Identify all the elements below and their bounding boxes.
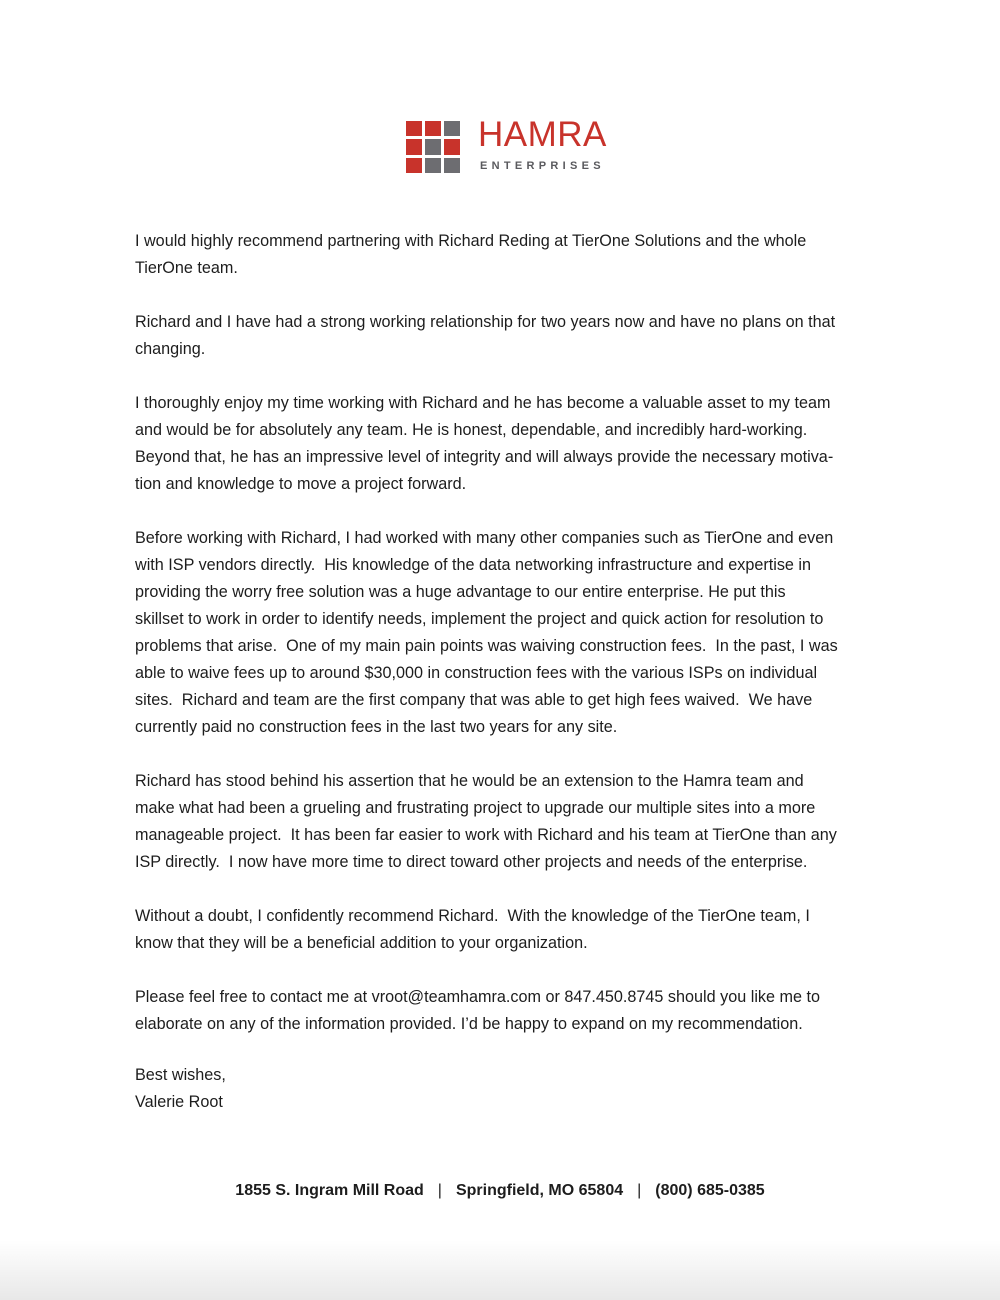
paragraph-line: skillset to work in order to identify needs, implement the project and quick action for resolution to [135,610,824,628]
closing-salutation: Best wishes, [135,1066,226,1084]
paragraph-line: ISP directly. I now have more time to direct toward other projects and needs of the enterprise. [135,853,808,871]
letter-paragraph [135,984,890,1038]
signature-name: Valerie Root [135,1093,223,1111]
logo-grid-icon [406,121,460,173]
paragraph-line: and would be for absolutely any team. He is honest, dependable, and incredibly hard-working. [135,421,808,439]
paragraph-line: sites. Richard and team are the first company that was able to get high fees waived. We have [135,691,813,709]
paragraph-line: Richard and I have had a strong working relationship for two years now and have no plans on that [135,313,836,331]
paragraph-line: able to waive fees up to around $30,000 in construction fees with the various ISPs on individual [135,664,818,682]
footer-city: Springfield, MO 65804 [455,1182,624,1199]
letter-paragraph [135,228,890,282]
paragraph-line: Before working with Richard, I had worked with many other companies such as TierOne and even [135,529,834,547]
logo-square [425,139,441,154]
paragraph-line: problems that arise. One of my main pain points was waiving construction fees. In the past, I was [135,637,838,655]
logo-square [406,139,422,154]
paragraph-line: I thoroughly enjoy my time working with Richard and he has become a valuable asset to my team [135,394,831,412]
paragraph-line: know that they will be a beneficial addition to your organization. [135,934,588,952]
paragraph-line: TierOne team. [135,259,238,277]
paragraph-line: with ISP vendors directly. His knowledge of the data networking infrastructure and expertise in [135,556,812,574]
footer-phone: (800) 685-0385 [655,1182,765,1199]
paragraph-line: Without a doubt, I confidently recommend Richard. With the knowledge of the TierOne team, I [135,907,810,925]
footer-contact [0,1178,1000,1204]
logo-square [444,121,460,136]
logo-square [425,158,441,173]
logo-square [425,121,441,136]
logo-square [444,139,460,154]
paragraph-line: Beyond that, he has an impressive level of integrity and will always provide the necessary motiva- [135,448,834,466]
paragraph-line: providing the worry free solution was a huge advantage to our entire enterprise. He put this [135,583,786,601]
logo-subtitle: ENTERPRISES [480,160,605,172]
paragraph-line: elaborate on any of the information provided. I’d be happy to expand on my recommendation. [135,1015,803,1033]
company-logo [406,115,626,177]
paragraph-line: tion and knowledge to move a project forward. [135,475,467,493]
letter-paragraph [135,390,890,498]
paragraph-line: manageable project. It has been far easier to work with Richard and his team at TierOne than any [135,826,837,844]
paragraph-line: Please feel free to contact me at vroot@teamhamra.com or 847.450.8745 should you like me to [135,988,820,1006]
paragraph-line: make what had been a grueling and frustrating project to upgrade our multiple sites into a more [135,799,816,817]
logo-square [444,158,460,173]
logo-square [406,158,422,173]
letter-body [135,228,890,1065]
letter-paragraph [135,309,890,363]
page-edge-shadow [0,1240,1000,1300]
letter-paragraph [135,903,890,957]
logo-square [406,121,422,136]
footer-address: 1855 S. Ingram Mill Road [235,1182,424,1199]
paragraph-line: Richard has stood behind his assertion that he would be an extension to the Hamra team and [135,772,804,790]
letter-paragraph [135,525,890,741]
footer-separator: | [437,1182,442,1199]
paragraph-line: changing. [135,340,206,358]
footer-separator: | [637,1182,642,1199]
paragraph-line: currently paid no construction fees in the last two years for any site. [135,718,618,736]
letter-paragraph [135,768,890,876]
paragraph-line: I would highly recommend partnering with Richard Reding at TierOne Solutions and the whole [135,232,807,250]
letter-closing [135,1062,226,1116]
logo-name: HAMRA [478,115,607,154]
